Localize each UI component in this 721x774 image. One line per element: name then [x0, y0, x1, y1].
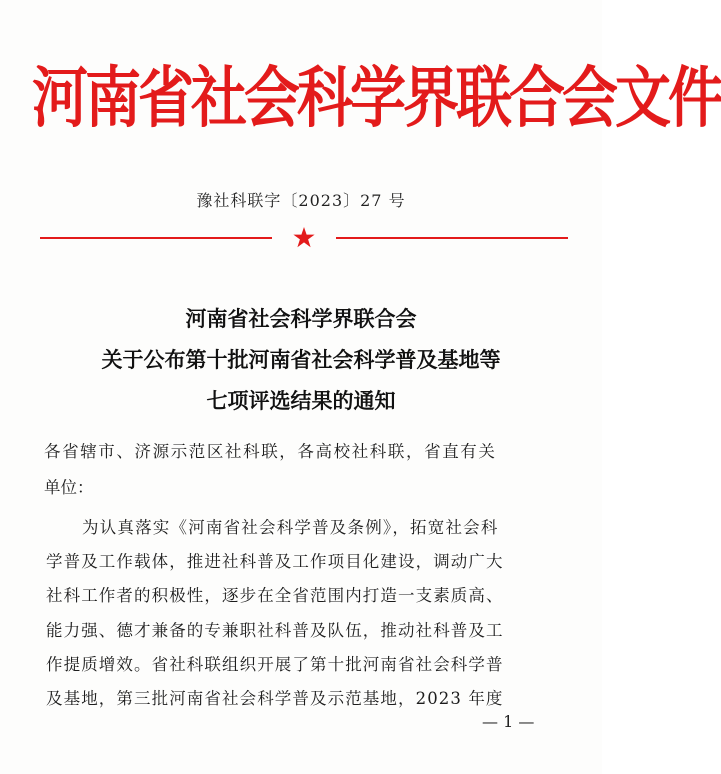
divider-line-left — [40, 237, 272, 239]
salutation-line-2: 单位： — [44, 478, 94, 497]
notice-title-line-2: 关于公布第十批河南省社会科学普及基地等 — [101, 348, 501, 372]
star-icon — [292, 226, 316, 250]
red-divider — [40, 226, 568, 250]
notice-title-line-1: 河南省社会科学界联合会 — [185, 307, 417, 331]
masthead-title: 河南省社会科学界联合会文件 — [32, 60, 721, 137]
body-line-6: 及基地，第三批河南省社会科学普及示范基地，2023 年度 — [46, 689, 504, 708]
page-number: — 1 — — [482, 712, 535, 731]
salutation-line-1: 各省辖市、济源示范区社科联，各高校社科联，省直有关 — [44, 442, 497, 461]
body-line-1: 为认真落实《河南省社会科学普及条例》，拓宽社会科 — [82, 518, 499, 537]
divider-line-right — [336, 237, 568, 239]
document-number: 豫社科联字〔2023〕27 号 — [196, 191, 406, 210]
body-line-3: 社科工作者的积极性，逐步在全省范围内打造一支素质高、 — [46, 586, 504, 605]
body-line-2: 学普及工作载体，推进社科普及工作项目化建设，调动广大 — [46, 552, 504, 571]
body-line-4: 能力强、德才兼备的专兼职社科普及队伍，推动社科普及工 — [46, 621, 504, 640]
body-line-5: 作提质增效。省社科联组织开展了第十批河南省社会科学普 — [46, 655, 504, 674]
notice-title-line-3: 七项评选结果的通知 — [206, 389, 396, 413]
